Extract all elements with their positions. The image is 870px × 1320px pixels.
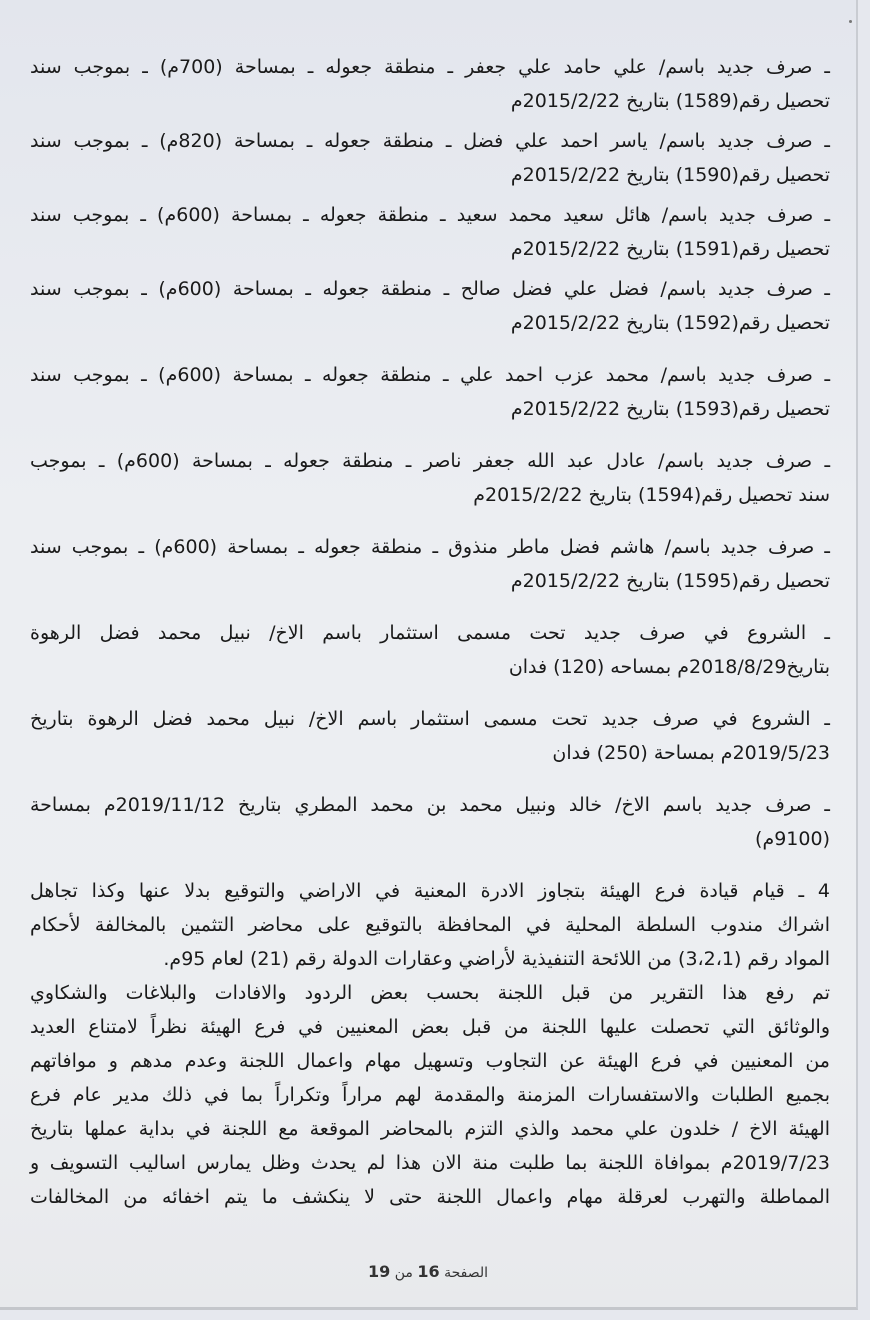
paragraph-line: بجميع الطلبات والاستفسارات المزمنة والمقدمة لهم مراراً وتكراراً بما في ذلك مدير عام فرع	[30, 1084, 830, 1106]
item-line-1: ـ الشروع في صرف جديد تحت مسمى استثمار باسم الاخ/ نبيل محمد فضل الرهوة بتاريخ	[30, 708, 830, 730]
list-item	[30, 124, 830, 192]
list-item	[30, 444, 830, 512]
item-line-1: ـ صرف جديد باسم/ ياسر احمد علي فضل ـ منطقة جعوله ـ بمساحة (820م) ـ بموجب سند	[30, 130, 830, 152]
paragraph-line: اشراك مندوب السلطة المحلية في المحافظة بالتوقيع على محاضر التثمين بالمخالفة لأحكام	[30, 914, 830, 936]
list-item	[30, 358, 830, 426]
item-line-2: تحصيل رقم(1590) بتاريخ 2015/2/22م	[510, 164, 830, 186]
item-line-1: ـ صرف جديد باسم/ عادل عبد الله جعفر ناصر ـ منطقة جعوله ـ بمساحة (600م) ـ بموجب	[30, 450, 831, 472]
total-pages: 19	[368, 1262, 391, 1281]
paragraph-line: المواد رقم (3،2،1) من اللائحة التنفيذية لأراضي وعقارات الدولة رقم (21) لعام 95م.	[163, 948, 830, 970]
item-line-2: تحصيل رقم(1593) بتاريخ 2015/2/22م	[510, 398, 830, 420]
item-line-2: سند تحصيل رقم(1594) بتاريخ 2015/2/22م	[473, 484, 830, 506]
paragraph-line: 2019/7/23م بموافاة اللجنة بما طلبت منة الان هذا لم يحدث وظل يمارس اساليب التسويف و	[30, 1152, 830, 1174]
point-4-paragraph	[30, 874, 830, 976]
item-line-1: ـ صرف جديد باسم الاخ/ خالد ونبيل محمد بن محمد المطري بتاريخ 2019/11/12م بمساحة	[30, 794, 830, 816]
current-page: 16	[417, 1262, 440, 1281]
list-item	[30, 616, 830, 684]
paragraph-line: الهيئة الاخ / خلدون علي محمد والذي التزم بالمحاضر الموقعة مع اللجنة في بداية عملها بتاريخ	[30, 1118, 830, 1140]
item-line-1: ـ صرف جديد باسم/ هاشم فضل ماطر منذوق ـ منطقة جعوله ـ بمساحة (600م) ـ بموجب سند	[30, 536, 830, 558]
list-item	[30, 272, 830, 340]
item-line-2: تحصيل رقم(1591) بتاريخ 2015/2/22م	[510, 238, 830, 260]
scan-speck	[849, 20, 852, 23]
item-line-1: ـ الشروع في صرف جديد تحت مسمى استثمار باسم الاخ/ نبيل محمد فضل الرهوة	[30, 622, 830, 644]
item-line-2: تحصيل رقم(1595) بتاريخ 2015/2/22م	[510, 570, 830, 592]
document-body	[30, 50, 830, 1214]
item-line-2: بتاريخ2018/8/29م بمساحه (120) فدان	[508, 656, 830, 678]
list-item	[30, 50, 830, 118]
list-item	[30, 198, 830, 266]
closing-paragraph	[30, 976, 830, 1214]
paragraph-line: 4 ـ قيام قيادة فرع الهيئة بتجاوز الادرة المعنية في الاراضي والتوقيع بدلا عنها وكذا تجاهل	[30, 880, 830, 902]
item-line-2: 2019/5/23م بمساحة (250) فدان	[552, 742, 830, 764]
item-line-2: تحصيل رقم(1589) بتاريخ 2015/2/22م	[510, 90, 830, 112]
paragraph-line: من المعنيين في فرع الهيئة عن التجاوب وتسهيل مهام واعمال اللجنة وعدم مدهم و موافاتهم	[30, 1050, 830, 1072]
item-line-1: ـ صرف جديد باسم/ محمد عزب احمد علي ـ منطقة جعوله ـ بمساحة (600م) ـ بموجب سند	[30, 364, 831, 386]
paragraph-line: تم رفع هذا التقرير من قبل اللجنة بحسب بعض الردود والافادات والبلاغات والشكاوي	[30, 982, 830, 1004]
item-line-1: ـ صرف جديد باسم/ هائل سعيد محمد سعيد ـ منطقة جعوله ـ بمساحة (600م) ـ بموجب سند	[30, 204, 831, 226]
item-line-1: ـ صرف جديد باسم/ فضل علي فضل صالح ـ منطقة جعوله ـ بمساحة (600م) ـ بموجب سند	[30, 278, 830, 300]
paragraph-line: والوثائق التي تحصلت عليها اللجنة من قبل بعض المعنيين في فرع الهيئة نظراً لامتناع العديد	[30, 1016, 830, 1038]
item-line-1: ـ صرف جديد باسم/ علي حامد علي جعفر ـ منطقة جعوله ـ بمساحة (700م) ـ بموجب سند	[30, 56, 830, 78]
page-number	[0, 1262, 856, 1281]
item-line-2: (9100م)	[755, 828, 830, 850]
paragraph-line: المماطلة والتهرب لعرقلة مهام واعمال اللجنة حتى لا ينكشف ما يتم اخفائه من المخالفات	[30, 1186, 830, 1208]
page-of: من	[394, 1265, 413, 1281]
list-item	[30, 530, 830, 598]
item-line-2: تحصيل رقم(1592) بتاريخ 2015/2/22م	[510, 312, 830, 334]
page-label: الصفحة	[444, 1265, 488, 1281]
list-item	[30, 702, 830, 770]
list-item	[30, 788, 830, 856]
